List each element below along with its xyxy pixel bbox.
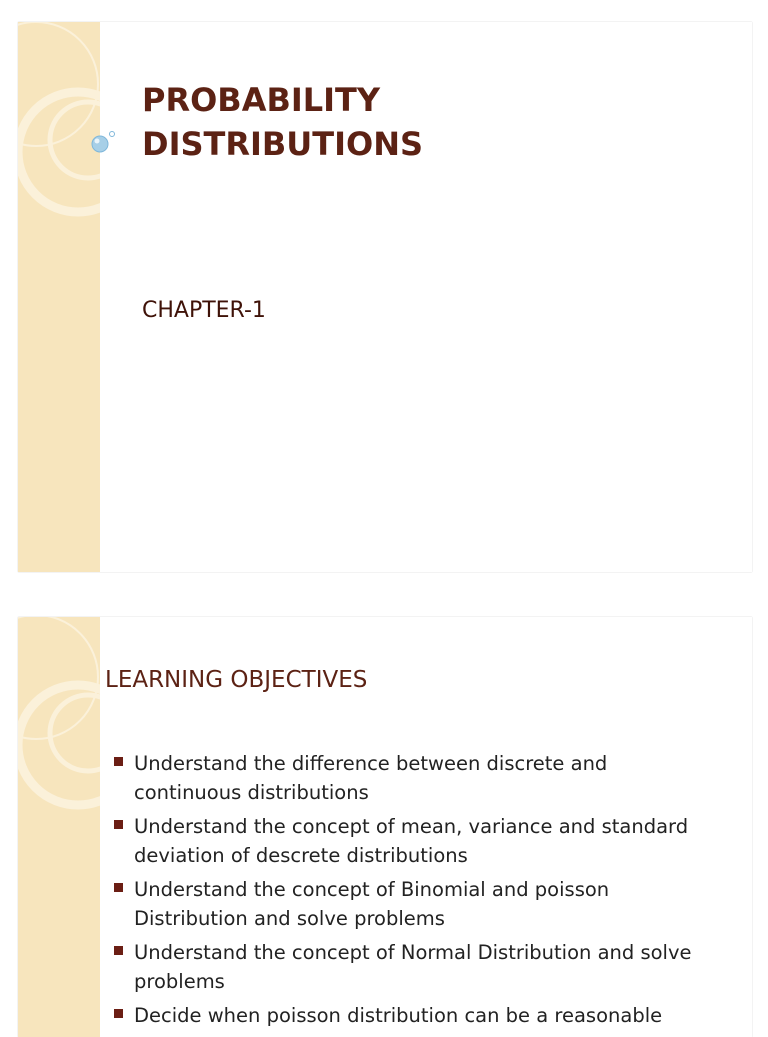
bullet-icon [114,883,123,892]
chapter-subtitle: CHAPTER-1 [142,298,266,323]
decorative-side-band [18,617,100,1037]
title-slide [18,22,752,572]
title-line: PROBABILITY [142,81,381,119]
objective-text: Decide when poisson distribution can be a reasonable [134,1004,663,1027]
list-item [114,875,714,933]
objectives-slide [18,617,752,1037]
decorative-circles [18,22,100,572]
objective-text: Understand the difference between discrete and continuous distributions [134,752,608,804]
decorative-side-band [18,22,100,572]
slide-heading: LEARNING OBJECTIVES [105,667,368,693]
list-item [114,1001,714,1030]
bubble-icon [88,130,120,158]
list-item [114,812,714,870]
bullet-icon [114,820,123,829]
decorative-circles [18,617,100,1037]
bullet-icon [114,946,123,955]
slide-title [142,78,423,166]
bullet-icon [114,1009,123,1018]
list-item [114,938,714,996]
objective-text: Understand the concept of Binomial and poisson Distribution and solve problems [134,878,610,930]
objective-text: Understand the concept of mean, variance and standard deviation of descrete distributions [134,815,689,867]
title-line: DISTRIBUTIONS [142,125,424,163]
objectives-list [114,749,714,1035]
bullet-icon [114,757,123,766]
objective-text: Understand the concept of Normal Distribution and solve problems [134,941,692,993]
list-item [114,749,714,807]
